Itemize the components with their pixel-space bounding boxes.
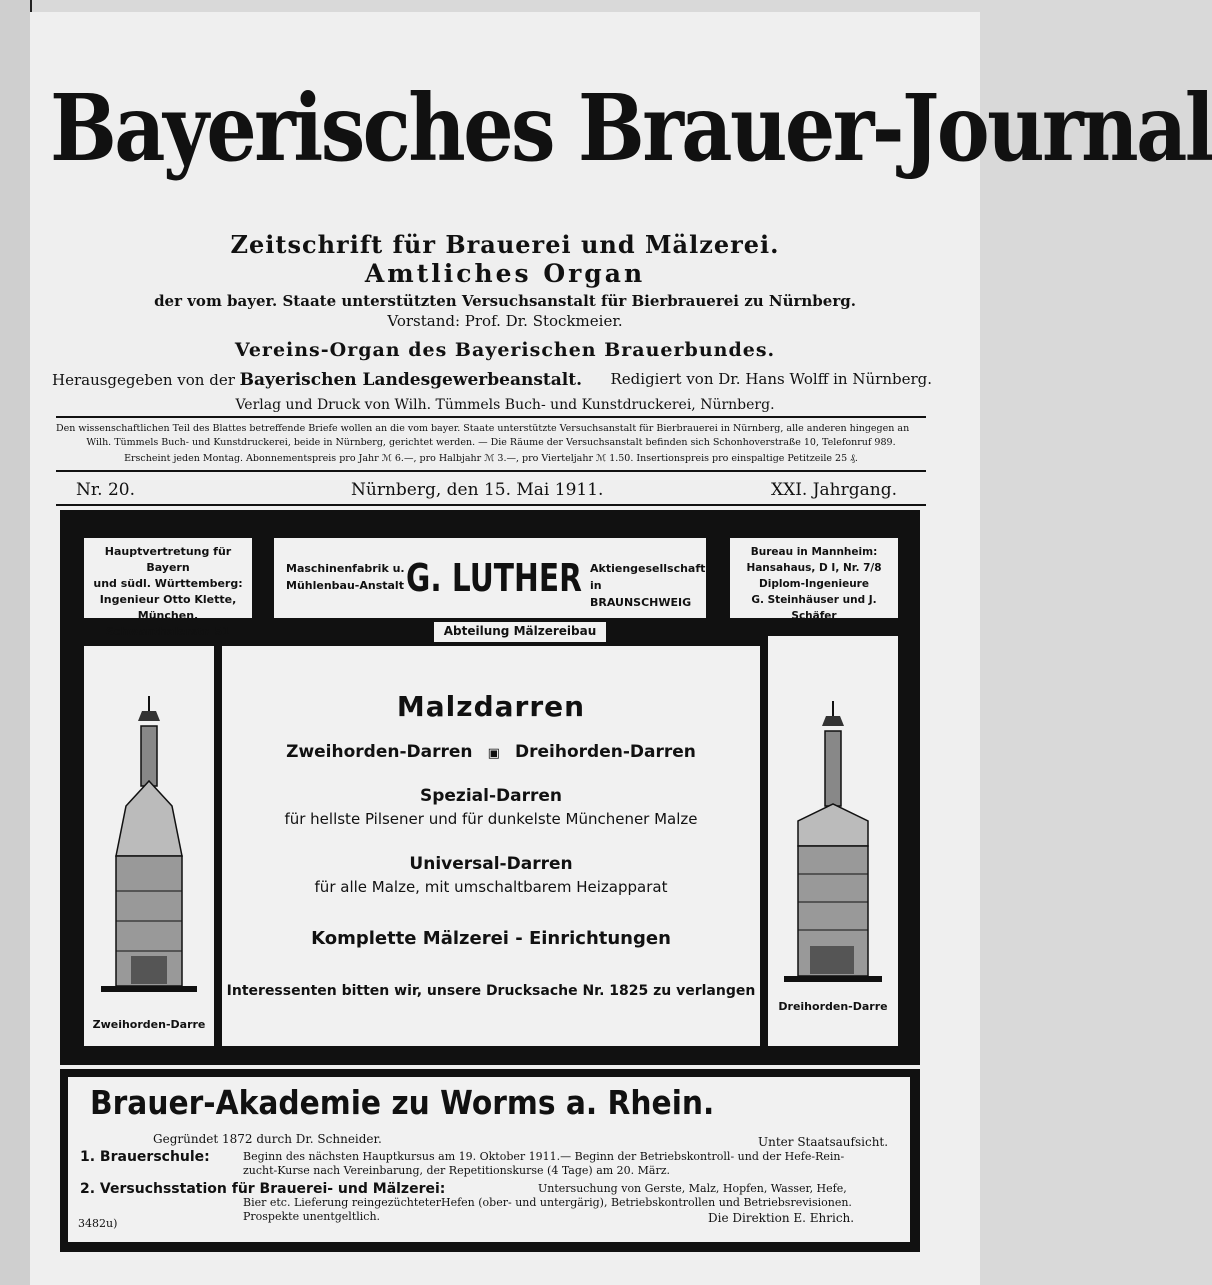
editor-line: Redigiert von Dr. Hans Wolff in Nürnberg. <box>610 370 932 388</box>
darren-types-line <box>222 742 760 762</box>
left-box-line: und südl. Württemberg: <box>93 577 243 590</box>
vereins-organ-line: Vereins-Organ des Bayerischen Brauerbundes. <box>234 339 776 361</box>
right-box-line: Bureau in Mannheim: <box>750 546 878 558</box>
left-figure-panel <box>82 644 216 1048</box>
brauerschule-text-a: Beginn des nächsten Hauptkursus am 19. Oktober 1911.— Beginn der Betriebskontroll- und der Hefe-Rein- <box>243 1150 845 1163</box>
akademie-direktion: Die Direktion E. Ehrich. <box>708 1211 855 1225</box>
ad-code: 3482u) <box>78 1217 118 1230</box>
left-box-line: München, Schwanthalerstr. 51 <box>106 609 230 638</box>
zweihorden-kiln-illustration <box>86 656 212 1016</box>
right-box-line: Hansahaus, D I, Nr. 7/8 <box>746 562 882 574</box>
universal-darren-sub: für alle Malze, mit umschaltbarem Heizapparat <box>314 878 668 896</box>
right-box-line: G. Steinhäuser und J. Schäfer <box>751 594 877 622</box>
left-box-line: Ingenieur Otto Klette, <box>99 593 237 606</box>
interessenten-line: Interessenten bitten wir, unsere Drucksache Nr. 1825 zu verlangen <box>226 983 756 999</box>
brauerschule-text-b: zucht-Kurse nach Vereinbarung, der Repetitionskurse (4 Tage) am 20. März. <box>243 1164 671 1177</box>
verlag-line: Verlag und Druck von Wilh. Tümmels Buch- und Kunstdruckerei, Nürnberg. <box>235 397 775 413</box>
rule-mid <box>56 470 926 472</box>
right-figure-panel <box>766 634 900 1048</box>
company-right-line: Aktiengesellschaft <box>590 562 706 575</box>
abteilung-label: Abteilung Mälzereibau <box>443 624 597 638</box>
notes-line-3: Erscheint jeden Montag. Abonnementspreis pro Jahr ℳ 6.—, pro Halbjahr ℳ 3.—, pro Vierteljahr ℳ 1.50. Insertionspreis pro einspaltige Petitzeile 25 ₰. <box>124 453 858 464</box>
abteilung-box <box>432 620 608 644</box>
newspaper-page <box>30 12 1212 1285</box>
versuchsstation-text-c: Prospekte unentgeltlich. <box>243 1210 381 1223</box>
masthead-title: Bayerisches Brauer-Journal <box>50 74 1212 182</box>
brauer-akademie-advertisement <box>60 1069 920 1252</box>
malzdarren-panel <box>220 644 762 1048</box>
publisher-line <box>52 370 932 390</box>
versuchsstation-label: 2. Versuchsstation für Brauerei- und Mälzerei: <box>80 1181 446 1197</box>
rule-top <box>56 416 926 418</box>
publisher-name: Bayerischen Landesgewerbeanstalt. <box>239 370 582 390</box>
dreihorden-kiln-illustration <box>770 646 896 996</box>
spezial-darren: Spezial-Darren <box>419 786 562 806</box>
right-box-line: Diplom-Ingenieure <box>759 578 869 590</box>
luther-left-box <box>82 536 254 638</box>
komplette-einrichtungen: Komplette Mälzerei - Einrichtungen <box>311 928 671 949</box>
issue-place-date: Nürnberg, den 15. Mai 1911. <box>351 480 604 500</box>
zweihorden-label: Zweihorden-Darren <box>286 742 473 762</box>
organ-line: der vom bayer. Staate unterstützten Versuchsanstalt für Bierbrauerei zu Nürnberg. <box>154 292 856 310</box>
luther-company-box <box>272 536 708 620</box>
dreihorden-label: Dreihorden-Darren <box>515 742 696 762</box>
page-binding-edge <box>0 0 32 1285</box>
company-right-line: in BRAUNSCHWEIG <box>590 579 692 609</box>
company-left-line: Maschinenfabrik u. <box>286 562 405 575</box>
issue-jahrgang: XXI. Jahrgang. <box>771 480 898 500</box>
luther-right-box <box>728 536 900 620</box>
company-left-line: Mühlenbau-Anstalt <box>286 579 404 592</box>
universal-darren: Universal-Darren <box>409 854 573 874</box>
issue-number: Nr. 20. <box>76 480 135 500</box>
company-name: G. LUTHER <box>406 556 582 600</box>
masthead-subtitle: Zeitschrift für Brauerei und Mälzerei. <box>230 230 780 259</box>
official-organ-heading: Amtliches Organ <box>364 259 646 288</box>
brauerschule-label: 1. Brauerschule: <box>80 1149 210 1165</box>
vorstand-line: Vorstand: Prof. Dr. Stockmeier. <box>387 312 623 330</box>
spezial-darren-sub: für hellste Pilsener und für dunkelste Münchener Malze <box>284 810 698 828</box>
versuchsstation-text-a: Untersuchung von Gerste, Malz, Hopfen, Wasser, Hefe, <box>538 1182 847 1195</box>
luther-advertisement <box>60 510 920 1065</box>
versuchsstation-text-b: Bier etc. Lieferung reingezüchteterHefen (ober- und untergärig), Betriebskontrollen und Betriebsrevisionen. <box>243 1196 852 1209</box>
malzdarren-title: Malzdarren <box>396 690 586 723</box>
notes-line-1: Den wissenschaftlichen Teil des Blattes betreffende Briefe wollen an die vom bayer. Staate unterstützte Versuchsanstalt für Bierbrauerei in Nürnberg, alle anderen hingegen an <box>56 423 910 434</box>
left-box-line: Hauptvertretung für Bayern <box>104 545 232 574</box>
akademie-title: Brauer-Akademie zu Worms a. Rhein. <box>90 1083 715 1122</box>
akademie-aufsicht: Unter Staatsaufsicht. <box>758 1135 889 1149</box>
akademie-founded: Gegründet 1872 durch Dr. Schneider. <box>153 1132 382 1146</box>
right-figure-caption: Dreihorden-Darre <box>778 1000 888 1013</box>
left-figure-caption: Zweihorden-Darre <box>92 1018 206 1031</box>
rule-issue <box>56 504 926 506</box>
notes-line-2: Wilh. Tümmels Buch- und Kunstdruckerei, beide in Nürnberg, gerichtet werden. — Die Räume der Versuchsanstalt befinden sich Schonhoverstraße 10, Telefonruf 989. <box>86 437 896 448</box>
separator-mark: ▣ <box>487 746 500 761</box>
publisher-prefix: Herausgegeben von der <box>52 371 235 389</box>
